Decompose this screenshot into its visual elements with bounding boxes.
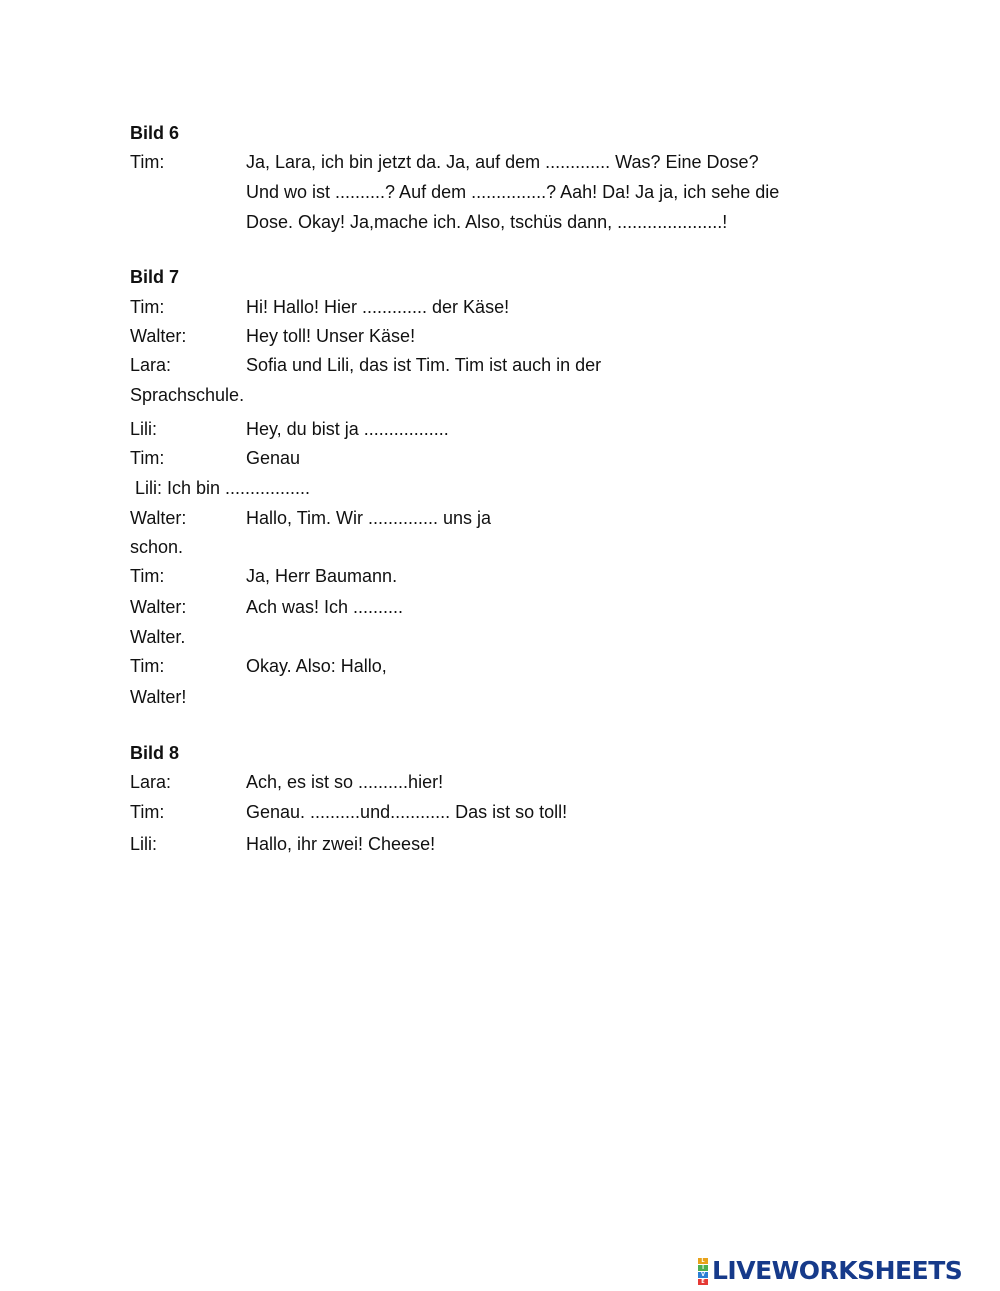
bild7-speaker: Walter: bbox=[130, 597, 187, 617]
bild7-line: Hey toll! Unser Käse! bbox=[246, 326, 416, 346]
bild7-speaker: Tim: bbox=[130, 566, 165, 586]
bild7-heading: Bild 7 bbox=[130, 267, 180, 287]
bild7-line: Ja, Herr Baumann. bbox=[246, 566, 398, 586]
bild7-speaker: Lara: bbox=[130, 355, 172, 375]
bild6-line-1: Ja, Lara, ich bin jetzt da. Ja, auf dem ............. Was? Eine Dose? bbox=[246, 152, 759, 172]
logo-letter-i: I bbox=[698, 1265, 708, 1271]
bild7-wrapped-line: schon. bbox=[130, 537, 184, 557]
bild7-line: Sofia und Lili, das ist Tim. Tim ist auch in der bbox=[246, 355, 602, 375]
bild7-line: Hi! Hallo! Hier ............. der Käse! bbox=[246, 297, 510, 317]
logo-text: LIVEWORKSHEETS bbox=[712, 1256, 963, 1285]
bild7-speaker: Tim: bbox=[130, 656, 165, 676]
bild8-speaker: Lili: bbox=[130, 834, 158, 854]
bild8-speaker: Lara: bbox=[130, 772, 172, 792]
bild7-wrapped-line: Walter. bbox=[130, 627, 186, 647]
bild8-heading: Bild 8 bbox=[130, 743, 180, 763]
logo-letter-e: E bbox=[698, 1279, 708, 1285]
bild7-speaker: Walter: bbox=[130, 508, 187, 528]
bild7-line: Hey, du bist ja ................. bbox=[246, 419, 449, 439]
bild7-line: Ach was! Ich .......... bbox=[246, 597, 404, 617]
bild8-speaker: Tim: bbox=[130, 802, 165, 822]
bild7-line: Okay. Also: Hallo, bbox=[246, 656, 387, 676]
bild7-wrapped-line: Lili: Ich bin ................. bbox=[130, 478, 311, 498]
bild8-line: Genau. ..........und............ Das ist so toll! bbox=[246, 802, 568, 822]
bild7-wrapped-line: Sprachschule. bbox=[130, 385, 245, 405]
bild7-speaker: Tim: bbox=[130, 297, 165, 317]
bild8-line: Hallo, ihr zwei! Cheese! bbox=[246, 834, 436, 854]
bild7-line: Hallo, Tim. Wir .............. uns ja bbox=[246, 508, 492, 528]
bild6-speaker: Tim: bbox=[130, 152, 165, 172]
bild7-wrapped-line: Walter! bbox=[130, 687, 187, 707]
logo-letter-l: L bbox=[698, 1258, 708, 1264]
bild6-line-2: Und wo ist ..........? Auf dem ...............? Aah! Da! Ja ja, ich sehe die bbox=[246, 182, 780, 202]
liveworksheets-logo bbox=[698, 1256, 962, 1286]
bild7-speaker: Walter: bbox=[130, 326, 187, 346]
logo-letter-v: V bbox=[698, 1272, 708, 1278]
bild6-line-3: Dose. Okay! Ja,mache ich. Also, tschüs dann, .....................! bbox=[246, 212, 728, 232]
bild6-heading: Bild 6 bbox=[130, 123, 180, 143]
bild7-speaker: Lili: bbox=[130, 419, 158, 439]
bild7-speaker: Tim: bbox=[130, 448, 165, 468]
bild8-line: Ach, es ist so ..........hier! bbox=[246, 772, 444, 792]
logo-squares-icon bbox=[698, 1258, 708, 1285]
bild7-line: Genau bbox=[246, 448, 301, 468]
